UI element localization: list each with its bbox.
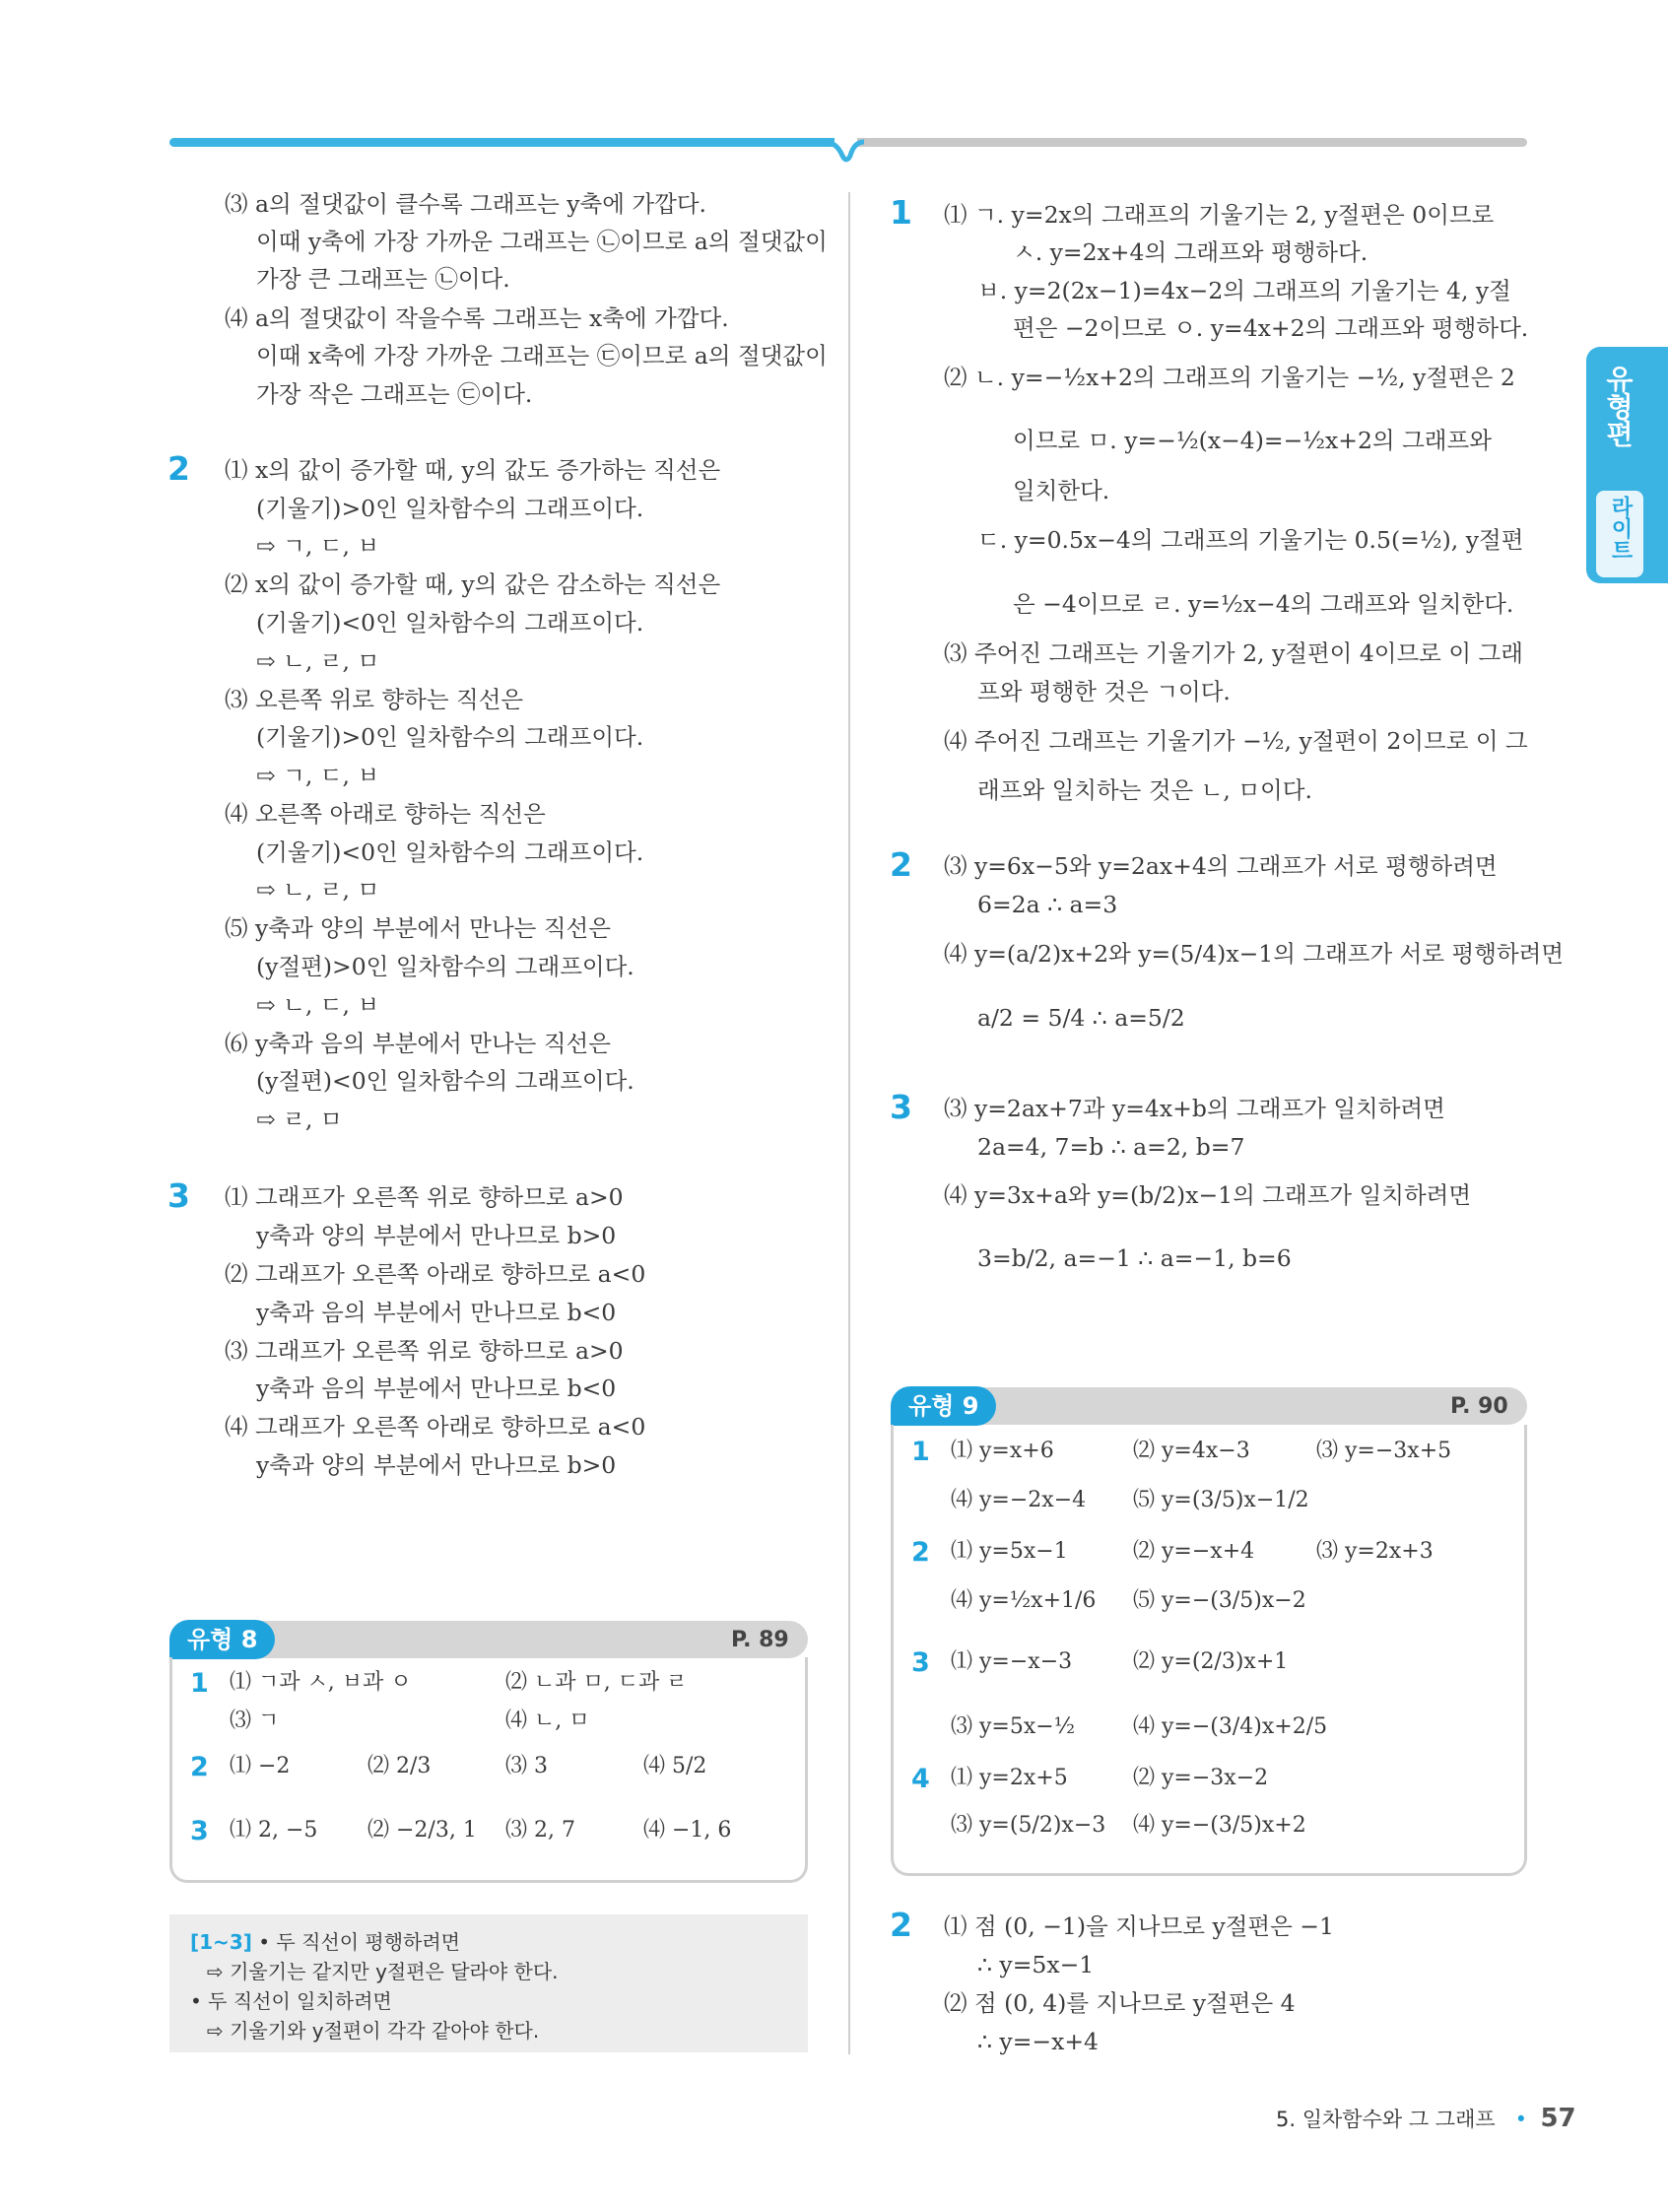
right-line: 이므로 ㅁ. y=−½(x−4)=−½x+2의 그래프와	[1013, 427, 1492, 454]
left-line: (y절편)<0인 일차함수의 그래프이다.	[256, 1067, 634, 1095]
answer: ⑴ 2, −5	[230, 1818, 318, 1843]
type9-tag: 유형 9	[891, 1386, 996, 1426]
answer: ⑵ y=−x+4	[1133, 1539, 1255, 1564]
footer-dot-icon: •	[1501, 2108, 1534, 2131]
right-line: 일치한다.	[1013, 477, 1110, 504]
problem-number: 2	[890, 845, 912, 884]
right-line: 편은 −2이므로 ㅇ. y=4x+2의 그래프와 평행하다.	[1013, 314, 1529, 342]
left-line: ⑶ a의 절댓값이 클수록 그래프는 y축에 가깝다.	[225, 190, 706, 218]
answer: ⑶ ㄱ	[230, 1709, 280, 1733]
left-line: (기울기)<0인 일차함수의 그래프이다.	[256, 838, 644, 866]
answer: ⑴ −2	[230, 1754, 291, 1778]
answer: ⑶ y=−3x+5	[1316, 1439, 1452, 1463]
right-line: 6=2a ∴ a=3	[977, 891, 1118, 918]
right-line: ⑵ ㄴ. y=−½x+2의 그래프의 기울기는 −½, y절편은 2	[944, 364, 1515, 391]
answer-number: 3	[911, 1647, 930, 1678]
answer-number: 1	[190, 1668, 209, 1699]
left-line: ⑶ 그래프가 오른쪽 위로 향하므로 a>0	[225, 1337, 624, 1365]
answer: ⑶ y=2x+3	[1316, 1539, 1434, 1564]
right-line: ⑶ y=6x−5와 y=2ax+4의 그래프가 서로 평행하려면	[944, 852, 1498, 880]
top-bar-left	[169, 138, 834, 147]
left-line: ⑹ y축과 음의 부분에서 만나는 직선은	[225, 1030, 611, 1057]
left-line: ⇨ ㄹ, ㅁ	[256, 1106, 343, 1133]
right-line: ∴ y=−x+4	[977, 2028, 1099, 2055]
answer: ⑷ −1, 6	[643, 1818, 732, 1843]
left-line: 가장 작은 그래프는 ㉢이다.	[256, 380, 533, 408]
right-line: ㅂ. y=2(2x−1)=4x−2의 그래프의 기울기는 4, y절	[977, 277, 1511, 304]
right-line: ∴ y=5x−1	[977, 1951, 1095, 1978]
left-line: 이때 y축에 가장 가까운 그래프는 ㉡이므로 a의 절댓값이	[256, 228, 828, 255]
left-line: ⑸ y축과 양의 부분에서 만나는 직선은	[225, 914, 611, 942]
answer: ⑴ y=5x−1	[951, 1539, 1068, 1564]
answer: ⑶ 3	[505, 1754, 548, 1778]
right-line: ㅅ. y=2x+4의 그래프와 평행하다.	[1013, 238, 1368, 266]
answer: ⑴ y=2x+5	[951, 1766, 1068, 1790]
right-line: 2a=4, 7=b ∴ a=2, b=7	[977, 1133, 1245, 1161]
right-line: 래프와 일치하는 것은 ㄴ, ㅁ이다.	[977, 776, 1312, 804]
right-line: 은 −4이므로 ㄹ. y=½x−4의 그래프와 일치한다.	[1013, 590, 1514, 618]
side-tab-main-label: 유형편	[1602, 365, 1635, 447]
left-line: y축과 양의 부분에서 만나므로 b>0	[256, 1222, 617, 1249]
left-line: (기울기)>0인 일차함수의 그래프이다.	[256, 495, 644, 522]
left-line: 가장 큰 그래프는 ㉡이다.	[256, 265, 510, 293]
answer: ⑵ ㄴ과 ㅁ, ㄷ과 ㄹ	[505, 1670, 688, 1695]
left-line: ⇨ ㄱ, ㄷ, ㅂ	[256, 532, 380, 560]
left-line: ⑷ 오른쪽 아래로 향하는 직선은	[225, 800, 546, 828]
top-bar-notch	[823, 134, 866, 168]
left-line: (y절편)>0인 일차함수의 그래프이다.	[256, 953, 634, 980]
note-line: ⇨ 기울기와 y절편이 각각 같아야 한다.	[207, 2019, 540, 2043]
problem-number: 3	[167, 1176, 190, 1215]
right-line: ⑷ y=(a/2)x+2와 y=(5/4)x−1의 그래프가 서로 평행하려면	[944, 940, 1565, 968]
type9-page-ref: P. 90	[1450, 1394, 1508, 1419]
answer: ⑸ y=(3/5)x−1/2	[1133, 1488, 1309, 1512]
right-line: ⑴ 점 (0, −1)을 지나므로 y절편은 −1	[944, 1912, 1334, 1940]
answer: ⑶ y=(5/2)x−3	[951, 1813, 1106, 1838]
answer: ⑴ ㄱ과 ㅅ, ㅂ과 ㅇ	[230, 1670, 412, 1695]
left-line: y축과 음의 부분에서 만나므로 b<0	[256, 1299, 617, 1326]
left-line: ⑷ a의 절댓값이 작을수록 그래프는 x축에 가깝다.	[225, 304, 729, 332]
answer: ⑷ y=−(3/5)x+2	[1133, 1813, 1306, 1838]
type8-page-ref: P. 89	[731, 1628, 789, 1652]
answer-number: 4	[911, 1764, 930, 1794]
page-footer	[1276, 2104, 1576, 2133]
left-line: ⇨ ㄴ, ㄹ, ㅁ	[256, 647, 380, 675]
right-line: ⑷ y=3x+a와 y=(b/2)x−1의 그래프가 일치하려면	[944, 1181, 1472, 1209]
answer: ⑴ y=−x−3	[951, 1649, 1073, 1674]
right-line: 프와 평행한 것은 ㄱ이다.	[977, 678, 1231, 705]
note-line: • 두 직선이 일치하려면	[190, 1989, 392, 2013]
right-line: ⑷ 주어진 그래프는 기울기가 −½, y절편이 2이므로 이 그	[944, 727, 1528, 755]
left-line: ⑵ 그래프가 오른쪽 아래로 향하므로 a<0	[225, 1260, 646, 1288]
answer: ⑵ y=−3x−2	[1133, 1766, 1269, 1790]
answer: ⑷ y=−(3/4)x+2/5	[1133, 1714, 1328, 1739]
answer: ⑷ ㄴ, ㅁ	[505, 1709, 590, 1733]
left-line: ⇨ ㄴ, ㄹ, ㅁ	[256, 876, 380, 904]
answer-number: 3	[190, 1816, 209, 1846]
left-line: ⑷ 그래프가 오른쪽 아래로 향하므로 a<0	[225, 1413, 646, 1441]
answer-number: 2	[190, 1752, 209, 1782]
left-line: y축과 음의 부분에서 만나므로 b<0	[256, 1374, 617, 1402]
right-line: ⑵ 점 (0, 4)를 지나므로 y절편은 4	[944, 1989, 1296, 2017]
answer: ⑵ y=4x−3	[1133, 1439, 1250, 1463]
answer: ⑶ 2, 7	[505, 1818, 575, 1843]
left-line: ⑴ 그래프가 오른쪽 위로 향하므로 a>0	[225, 1183, 624, 1211]
left-line: ⑵ x의 값이 증가할 때, y의 값은 감소하는 직선은	[225, 570, 721, 598]
note-line: ⇨ 기울기는 같지만 y절편은 달라야 한다.	[207, 1960, 559, 1983]
answer: ⑵ −2/3, 1	[367, 1818, 477, 1843]
problem-number: 1	[890, 193, 912, 232]
right-line: ⑶ y=2ax+7과 y=4x+b의 그래프가 일치하려면	[944, 1095, 1445, 1122]
answer: ⑷ 5/2	[643, 1754, 707, 1778]
right-line: a/2 = 5/4 ∴ a=5/2	[977, 1004, 1185, 1032]
answer: ⑷ y=−2x−4	[951, 1488, 1087, 1512]
right-line: ⑴ ㄱ. y=2x의 그래프의 기울기는 2, y절편은 0이므로	[944, 201, 1495, 229]
answer: ⑵ y=(2/3)x+1	[1133, 1649, 1289, 1674]
top-bar-right	[857, 138, 1527, 147]
answer-number: 2	[911, 1537, 930, 1568]
left-line: ⑶ 오른쪽 위로 향하는 직선은	[225, 686, 524, 713]
answer: ⑵ 2/3	[367, 1754, 432, 1778]
answer: ⑶ y=5x−½	[951, 1714, 1076, 1739]
note-line: [1~3] • 두 직선이 평행하려면	[190, 1930, 460, 1954]
note-tag: [1~3]	[190, 1930, 252, 1954]
answer: ⑷ y=½x+1/6	[951, 1588, 1097, 1613]
chapter-title: 5. 일차함수와 그 그래프	[1276, 2108, 1496, 2131]
left-line: (기울기)>0인 일차함수의 그래프이다.	[256, 723, 644, 751]
left-line: (기울기)<0인 일차함수의 그래프이다.	[256, 609, 644, 637]
left-line: ⑴ x의 값이 증가할 때, y의 값도 증가하는 직선은	[225, 456, 721, 484]
problem-number: 3	[890, 1088, 912, 1126]
type8-tag: 유형 8	[169, 1620, 275, 1659]
right-line: ⑶ 주어진 그래프는 기울기가 2, y절편이 4이므로 이 그래	[944, 639, 1523, 667]
left-line: ⇨ ㄱ, ㄷ, ㅂ	[256, 762, 380, 789]
answer: ⑸ y=−(3/5)x−2	[1133, 1588, 1306, 1613]
right-line: 3=b/2, a=−1 ∴ a=−1, b=6	[977, 1244, 1292, 1272]
right-line: ㄷ. y=0.5x−4의 그래프의 기울기는 0.5(=½), y절편	[977, 526, 1524, 554]
answer: ⑴ y=x+6	[951, 1439, 1054, 1463]
left-line: ⇨ ㄴ, ㄷ, ㅂ	[256, 991, 380, 1019]
left-line: y축과 양의 부분에서 만나므로 b>0	[256, 1451, 617, 1479]
problem-number: 2	[167, 449, 190, 488]
problem-number: 2	[890, 1906, 912, 1944]
side-tab-sub-label: 라이트	[1608, 496, 1633, 561]
left-line: 이때 x축에 가장 가까운 그래프는 ㉢이므로 a의 절댓값이	[256, 342, 828, 369]
page-number: 57	[1540, 2104, 1576, 2133]
answer-number: 1	[911, 1437, 930, 1467]
column-divider	[848, 192, 850, 2054]
